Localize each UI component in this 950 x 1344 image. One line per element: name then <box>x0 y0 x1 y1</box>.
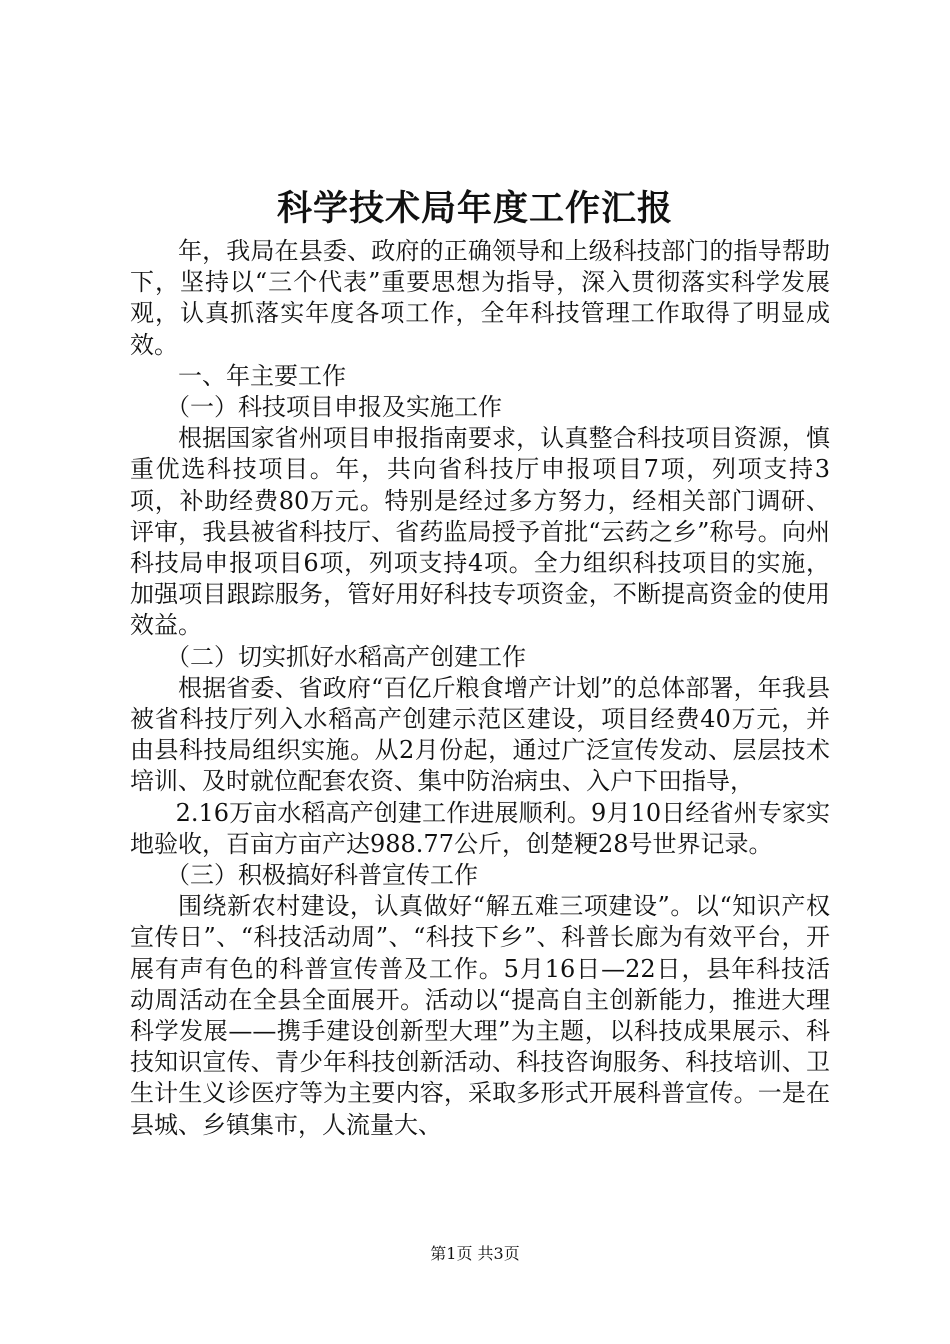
document-body <box>130 236 830 1141</box>
subsection-heading-2: （二）切实抓好水稻高产创建工作 <box>166 642 526 671</box>
subsection-paragraph-1: 根据国家省州项目申报指南要求，认真整合科技项目资源，慎重优选科技项目。年，共向省科技厅申报项目7项，列项支持3项，补助经费80万元。特别是经过多方努力，经相关部门调研、评审，我县被省科技厅、省药监局授予首批“云药之乡”称号。向州科技局申报项目6项，列项支持4项。全力组织科技项目的实施，加强项目跟踪服务，管好用好科技专项资金，不断提高资金的使用效益。 <box>130 424 830 640</box>
section-heading: 一、年主要工作 <box>178 361 346 390</box>
subsection-paragraph-2-continued: 2.16万亩水稻高产创建工作进展顺利。9月10日经省州专家实地验收，百亩方亩产达988.77公斤，创楚粳28号世界记录。 <box>130 798 830 858</box>
page-footer: 第1页 共3页 <box>430 1244 520 1263</box>
subsection-paragraph-2: 根据省委、省政府“百亿斤粮食增产计划”的总体部署，年我县被省科技厅列入水稻高产创建示范区建设，项目经费40万元，并由县科技局组织实施。从2月份起，通过广泛宣传发动、层层技术培训、及时就位配套农资、集中防治病虫、入户下田指导， <box>130 673 830 796</box>
intro-paragraph: 年，我局在县委、政府的正确领导和上级科技部门的指导帮助下，坚持以“三个代表”重要思想为指导，深入贯彻落实科学发展观，认真抓落实年度各项工作，全年科技管理工作取得了明显成效。 <box>130 237 830 359</box>
subsection-paragraph-3: 围绕新农村建设，认真做好“解五难三项建设”。以“知识产权宣传日”、“科技活动周”、“科技下乡”、科普长廊为有效平台，开展有声有色的科普宣传普及工作。5月16日—22日，县年科技活动周活动在全县全面展开。活动以“提高自主创新能力，推进大理科学发展——携手建设创新型大理”为主题，以科技成果展示、科技知识宣传、青少年科技创新活动、科技咨询服务、科技培训、卫生计生义诊医疗等为主要内容，采取多形式开展科普宣传。一是在县城、乡镇集市，人流量大、 <box>130 892 830 1139</box>
page-title: 科学技术局年度工作汇报 <box>276 188 673 229</box>
subsection-heading-1: （一）科技项目申报及实施工作 <box>166 393 502 422</box>
subsection-heading-3: （三）积极搞好科普宣传工作 <box>166 861 478 890</box>
